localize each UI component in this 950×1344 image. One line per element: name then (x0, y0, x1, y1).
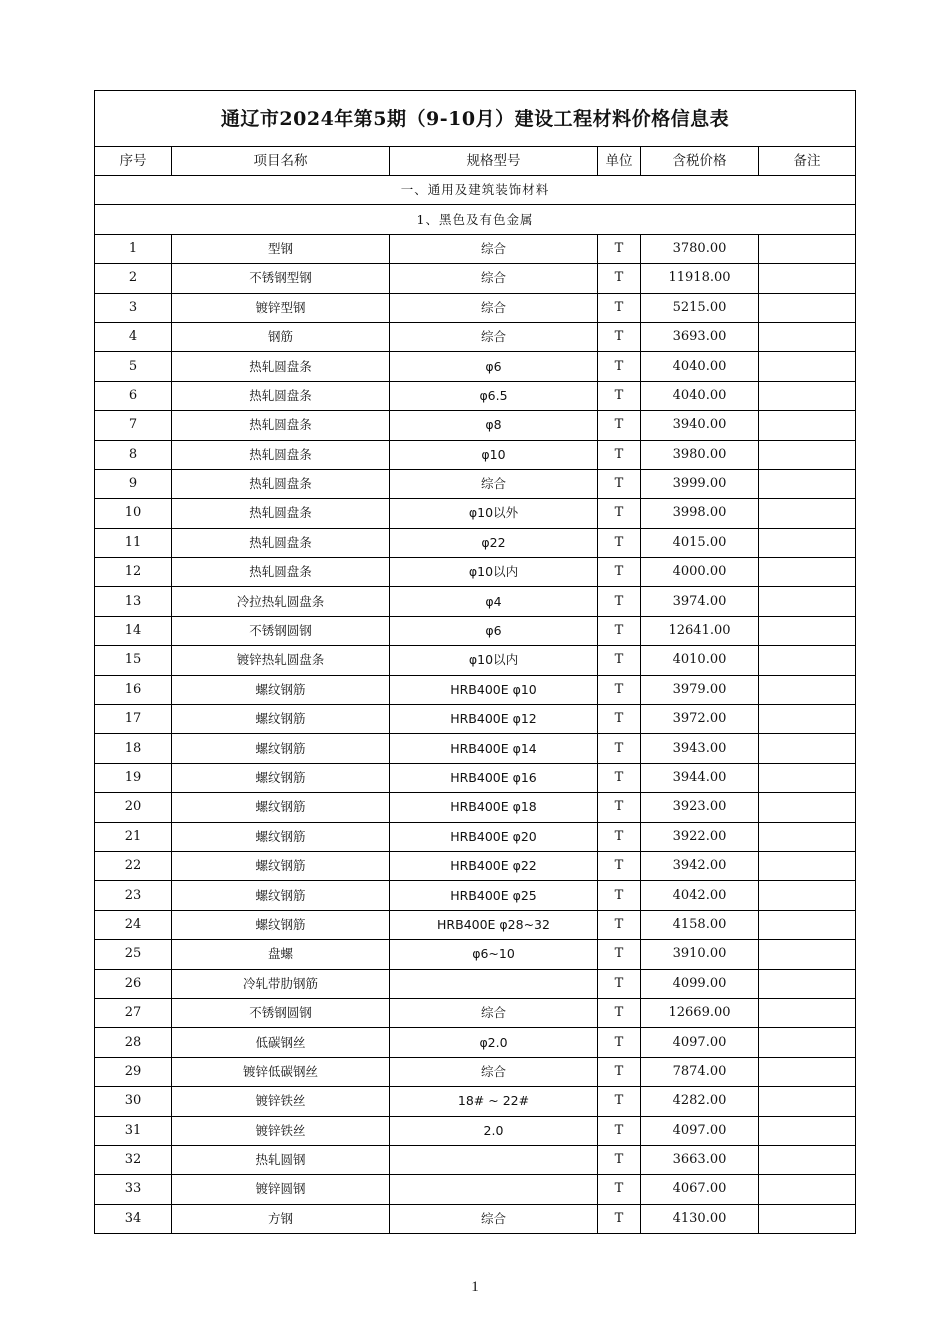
item-name: 镀锌铁丝 (172, 1116, 390, 1145)
item-spec: φ4 (390, 587, 598, 616)
item-note (759, 352, 856, 381)
item-price: 12669.00 (641, 998, 759, 1027)
item-unit: T (598, 1087, 641, 1116)
item-note (759, 1087, 856, 1116)
item-price: 4010.00 (641, 646, 759, 675)
item-price: 3979.00 (641, 675, 759, 704)
item-name: 热轧圆盘条 (172, 558, 390, 587)
item-note (759, 675, 856, 704)
item-note (759, 998, 856, 1027)
item-price: 3922.00 (641, 822, 759, 851)
item-name: 热轧圆盘条 (172, 352, 390, 381)
item-spec: HRB400E φ10 (390, 675, 598, 704)
item-spec: HRB400E φ14 (390, 734, 598, 763)
item-name: 方钢 (172, 1204, 390, 1233)
item-note (759, 1028, 856, 1057)
item-spec (390, 1145, 598, 1174)
table-row (95, 293, 856, 322)
item-spec: 综合 (390, 264, 598, 293)
item-name: 型钢 (172, 234, 390, 263)
item-price: 4097.00 (641, 1116, 759, 1145)
row-index: 26 (95, 969, 172, 998)
item-spec: φ22 (390, 528, 598, 557)
item-name: 螺纹钢筋 (172, 881, 390, 910)
item-name: 镀锌低碳钢丝 (172, 1057, 390, 1086)
item-name: 螺纹钢筋 (172, 734, 390, 763)
table-row (95, 940, 856, 969)
item-name: 螺纹钢筋 (172, 763, 390, 792)
item-unit: T (598, 381, 641, 410)
row-index: 23 (95, 881, 172, 910)
item-spec: φ6 (390, 352, 598, 381)
item-note (759, 763, 856, 792)
row-index: 1 (95, 234, 172, 263)
row-index: 29 (95, 1057, 172, 1086)
row-index: 17 (95, 705, 172, 734)
item-note (759, 969, 856, 998)
item-spec: 综合 (390, 1057, 598, 1086)
item-unit: T (598, 234, 641, 263)
table-row (95, 998, 856, 1027)
table-row (95, 264, 856, 293)
item-spec: φ6 (390, 616, 598, 645)
item-unit: T (598, 528, 641, 557)
item-price: 4000.00 (641, 558, 759, 587)
table-row (95, 1028, 856, 1057)
row-index: 8 (95, 440, 172, 469)
item-spec: φ6~10 (390, 940, 598, 969)
table-row (95, 1057, 856, 1086)
item-name: 镀锌型钢 (172, 293, 390, 322)
table-row (95, 352, 856, 381)
item-price: 4040.00 (641, 381, 759, 410)
item-name: 不锈钢型钢 (172, 264, 390, 293)
item-spec: φ10以内 (390, 558, 598, 587)
item-spec: 综合 (390, 234, 598, 263)
item-note (759, 264, 856, 293)
item-price: 3923.00 (641, 793, 759, 822)
row-index: 5 (95, 352, 172, 381)
item-name: 热轧圆盘条 (172, 499, 390, 528)
item-name: 镀锌圆钢 (172, 1175, 390, 1204)
item-unit: T (598, 940, 641, 969)
subsection-row (95, 205, 856, 234)
row-index: 30 (95, 1087, 172, 1116)
item-spec: 综合 (390, 293, 598, 322)
item-unit: T (598, 558, 641, 587)
table-row (95, 1116, 856, 1145)
item-spec: φ10以内 (390, 646, 598, 675)
table-row (95, 440, 856, 469)
item-price: 4067.00 (641, 1175, 759, 1204)
item-price: 3972.00 (641, 705, 759, 734)
row-index: 28 (95, 1028, 172, 1057)
table-row (95, 499, 856, 528)
item-price: 3693.00 (641, 322, 759, 351)
item-unit: T (598, 705, 641, 734)
item-spec (390, 969, 598, 998)
row-index: 34 (95, 1204, 172, 1233)
item-price: 4042.00 (641, 881, 759, 910)
item-price: 4015.00 (641, 528, 759, 557)
section-title: 一、通用及建筑装饰材料 (95, 176, 856, 205)
item-name: 螺纹钢筋 (172, 910, 390, 939)
table-row (95, 234, 856, 263)
item-unit: T (598, 851, 641, 880)
item-note (759, 851, 856, 880)
item-spec: 综合 (390, 469, 598, 498)
item-spec: HRB400E φ16 (390, 763, 598, 792)
item-price: 3999.00 (641, 469, 759, 498)
item-unit: T (598, 646, 641, 675)
page-number: 1 (471, 1279, 479, 1295)
table-row (95, 322, 856, 351)
item-unit: T (598, 352, 641, 381)
item-name: 镀锌铁丝 (172, 1087, 390, 1116)
item-note (759, 234, 856, 263)
header-note: 备注 (759, 147, 856, 176)
price-table (94, 90, 856, 1234)
item-spec: 2.0 (390, 1116, 598, 1145)
item-note (759, 734, 856, 763)
item-name: 螺纹钢筋 (172, 822, 390, 851)
item-name: 钢筋 (172, 322, 390, 351)
item-note (759, 793, 856, 822)
item-spec: HRB400E φ18 (390, 793, 598, 822)
item-spec: HRB400E φ28~32 (390, 910, 598, 939)
row-index: 25 (95, 940, 172, 969)
item-price: 3944.00 (641, 763, 759, 792)
header-price: 含税价格 (641, 147, 759, 176)
table-row (95, 646, 856, 675)
table-row (95, 381, 856, 410)
item-note (759, 705, 856, 734)
header-spec: 规格型号 (390, 147, 598, 176)
table-title: 通辽市2024年第5期（9-10月）建设工程材料价格信息表 (95, 91, 856, 147)
item-name: 热轧圆盘条 (172, 381, 390, 410)
item-note (759, 558, 856, 587)
item-note (759, 411, 856, 440)
row-index: 27 (95, 998, 172, 1027)
item-price: 3998.00 (641, 499, 759, 528)
table-row (95, 705, 856, 734)
item-note (759, 381, 856, 410)
header-unit: 单位 (598, 147, 641, 176)
row-index: 14 (95, 616, 172, 645)
item-note (759, 910, 856, 939)
table-row (95, 558, 856, 587)
item-unit: T (598, 910, 641, 939)
item-unit: T (598, 616, 641, 645)
item-spec: φ10 (390, 440, 598, 469)
row-index: 22 (95, 851, 172, 880)
item-name: 热轧圆盘条 (172, 411, 390, 440)
item-name: 热轧圆钢 (172, 1145, 390, 1174)
item-name: 螺纹钢筋 (172, 705, 390, 734)
item-unit: T (598, 411, 641, 440)
item-spec: φ2.0 (390, 1028, 598, 1057)
item-price: 3780.00 (641, 234, 759, 263)
item-price: 12641.00 (641, 616, 759, 645)
item-price: 3663.00 (641, 1145, 759, 1174)
item-spec: HRB400E φ12 (390, 705, 598, 734)
item-unit: T (598, 793, 641, 822)
item-note (759, 440, 856, 469)
header-name: 项目名称 (172, 147, 390, 176)
table-row (95, 793, 856, 822)
item-name: 冷拉热轧圆盘条 (172, 587, 390, 616)
item-price: 4130.00 (641, 1204, 759, 1233)
item-spec: 综合 (390, 322, 598, 351)
table-row (95, 675, 856, 704)
item-price: 3910.00 (641, 940, 759, 969)
row-index: 19 (95, 763, 172, 792)
item-spec (390, 1175, 598, 1204)
table-row (95, 1145, 856, 1174)
item-spec: 综合 (390, 998, 598, 1027)
item-name: 热轧圆盘条 (172, 469, 390, 498)
row-index: 2 (95, 264, 172, 293)
item-price: 4097.00 (641, 1028, 759, 1057)
item-name: 热轧圆盘条 (172, 528, 390, 557)
item-price: 7874.00 (641, 1057, 759, 1086)
item-note (759, 499, 856, 528)
item-unit: T (598, 1145, 641, 1174)
item-name: 低碳钢丝 (172, 1028, 390, 1057)
item-unit: T (598, 998, 641, 1027)
item-price: 4282.00 (641, 1087, 759, 1116)
row-index: 9 (95, 469, 172, 498)
item-note (759, 1204, 856, 1233)
item-name: 螺纹钢筋 (172, 851, 390, 880)
item-name: 冷轧带肋钢筋 (172, 969, 390, 998)
row-index: 11 (95, 528, 172, 557)
item-unit: T (598, 969, 641, 998)
row-index: 33 (95, 1175, 172, 1204)
item-note (759, 822, 856, 851)
table-row (95, 822, 856, 851)
row-index: 10 (95, 499, 172, 528)
item-spec: HRB400E φ22 (390, 851, 598, 880)
item-name: 不锈钢圆钢 (172, 998, 390, 1027)
row-index: 31 (95, 1116, 172, 1145)
table-row (95, 1204, 856, 1233)
row-index: 7 (95, 411, 172, 440)
header-row (95, 147, 856, 176)
table-row (95, 734, 856, 763)
table-row (95, 411, 856, 440)
table-row (95, 528, 856, 557)
table-row (95, 910, 856, 939)
item-unit: T (598, 587, 641, 616)
item-unit: T (598, 1028, 641, 1057)
item-spec: φ8 (390, 411, 598, 440)
item-price: 5215.00 (641, 293, 759, 322)
table-row (95, 616, 856, 645)
row-index: 4 (95, 322, 172, 351)
item-unit: T (598, 1116, 641, 1145)
item-name: 不锈钢圆钢 (172, 616, 390, 645)
title-row (95, 91, 856, 147)
item-spec: φ6.5 (390, 381, 598, 410)
row-index: 12 (95, 558, 172, 587)
item-unit: T (598, 1057, 641, 1086)
item-unit: T (598, 440, 641, 469)
item-note (759, 646, 856, 675)
item-note (759, 1145, 856, 1174)
row-index: 24 (95, 910, 172, 939)
row-index: 21 (95, 822, 172, 851)
item-unit: T (598, 822, 641, 851)
item-unit: T (598, 293, 641, 322)
item-note (759, 1116, 856, 1145)
item-unit: T (598, 734, 641, 763)
table-row (95, 763, 856, 792)
item-note (759, 528, 856, 557)
section-row (95, 176, 856, 205)
item-price: 4040.00 (641, 352, 759, 381)
row-index: 20 (95, 793, 172, 822)
item-note (759, 616, 856, 645)
item-note (759, 1175, 856, 1204)
item-note (759, 322, 856, 351)
item-price: 3980.00 (641, 440, 759, 469)
item-unit: T (598, 881, 641, 910)
row-index: 16 (95, 675, 172, 704)
item-note (759, 587, 856, 616)
item-unit: T (598, 675, 641, 704)
table-row (95, 851, 856, 880)
row-index: 13 (95, 587, 172, 616)
item-price: 4099.00 (641, 969, 759, 998)
row-index: 18 (95, 734, 172, 763)
row-index: 3 (95, 293, 172, 322)
item-spec: 18# ~ 22# (390, 1087, 598, 1116)
table-row (95, 1175, 856, 1204)
item-name: 螺纹钢筋 (172, 793, 390, 822)
item-note (759, 1057, 856, 1086)
item-note (759, 940, 856, 969)
table-row (95, 1087, 856, 1116)
item-unit: T (598, 264, 641, 293)
table-row (95, 469, 856, 498)
item-name: 热轧圆盘条 (172, 440, 390, 469)
item-name: 螺纹钢筋 (172, 675, 390, 704)
table-row (95, 587, 856, 616)
item-unit: T (598, 763, 641, 792)
item-spec: HRB400E φ20 (390, 822, 598, 851)
item-price: 3942.00 (641, 851, 759, 880)
table-row (95, 881, 856, 910)
item-price: 4158.00 (641, 910, 759, 939)
table-row (95, 969, 856, 998)
item-unit: T (598, 1175, 641, 1204)
item-spec: φ10以外 (390, 499, 598, 528)
item-unit: T (598, 469, 641, 498)
item-spec: HRB400E φ25 (390, 881, 598, 910)
item-unit: T (598, 322, 641, 351)
item-note (759, 469, 856, 498)
item-price: 3940.00 (641, 411, 759, 440)
item-name: 盘螺 (172, 940, 390, 969)
row-index: 15 (95, 646, 172, 675)
header-index: 序号 (95, 147, 172, 176)
item-unit: T (598, 499, 641, 528)
subsection-title: 1、黑色及有色金属 (95, 205, 856, 234)
item-unit: T (598, 1204, 641, 1233)
item-note (759, 293, 856, 322)
item-spec: 综合 (390, 1204, 598, 1233)
item-name: 镀锌热轧圆盘条 (172, 646, 390, 675)
row-index: 6 (95, 381, 172, 410)
item-price: 11918.00 (641, 264, 759, 293)
item-price: 3943.00 (641, 734, 759, 763)
item-price: 3974.00 (641, 587, 759, 616)
item-note (759, 881, 856, 910)
row-index: 32 (95, 1145, 172, 1174)
